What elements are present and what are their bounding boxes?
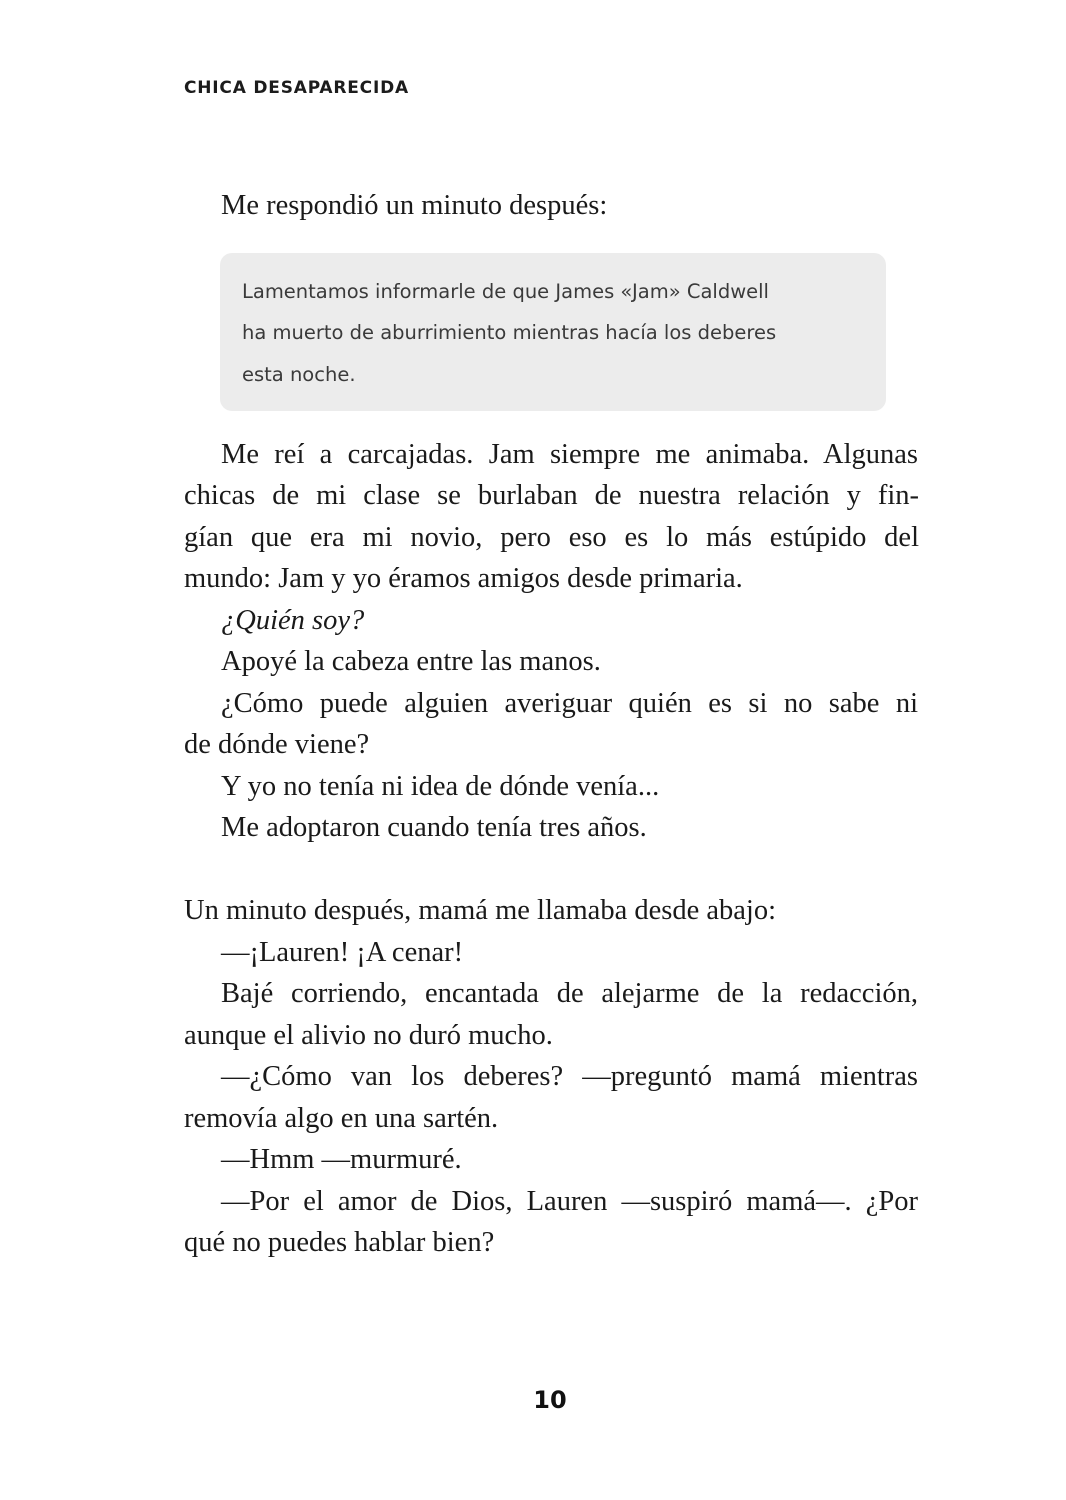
paragraph-line: qué no puedes hablar bien? [184, 1227, 495, 1258]
paragraph-line: aunque el alivio no duró mucho. [184, 1020, 553, 1051]
paragraph-line: Y yo no tenía ni idea de dónde venía... [221, 771, 660, 802]
paragraph-line: —¿Cómo van los deberes? —preguntó mamá mientras [221, 1061, 918, 1092]
running-head: CHICA DESAPARECIDA [184, 78, 409, 98]
message-line: ha muerto de aburrimiento mientras hacía los deberes [242, 321, 777, 344]
paragraph-line: Un minuto después, mamá me llamaba desde abajo: [184, 895, 777, 926]
paragraph-line: —Por el amor de Dios, Lauren —suspiró mamá—. ¿Por [221, 1186, 918, 1217]
paragraph-line-italic: ¿Quién soy? [221, 605, 365, 636]
paragraph-line: mundo: Jam y yo éramos amigos desde primaria. [184, 563, 743, 594]
page-number: 10 [533, 1386, 567, 1414]
paragraph-line: ¿Cómo puede alguien averiguar quién es si no sabe ni [221, 688, 918, 719]
paragraph-line: —Hmm —murmuré. [221, 1144, 462, 1175]
intro-line: Me respondió un minuto después: [221, 190, 608, 221]
paragraph-line: Apoyé la cabeza entre las manos. [221, 646, 601, 677]
paragraph-line: de dónde viene? [184, 729, 370, 760]
paragraph-line: Bajé corriendo, encantada de alejarme de la redacción, [221, 978, 918, 1009]
paragraph-line: —¡Lauren! ¡A cenar! [221, 937, 464, 968]
message-line: esta noche. [242, 363, 356, 386]
message-line: Lamentamos informarle de que James «Jam» Caldwell [242, 280, 769, 303]
paragraph-line: removía algo en una sartén. [184, 1103, 499, 1134]
paragraph-line: gían que era mi novio, pero eso es lo más estúpido del [184, 522, 919, 553]
paragraph-line: chicas de mi clase se burlaban de nuestra relación y fin- [184, 480, 919, 511]
paragraph-line: Me reí a carcajadas. Jam siempre me animaba. Algunas [221, 439, 918, 470]
paragraph-line: Me adoptaron cuando tenía tres años. [221, 812, 647, 843]
